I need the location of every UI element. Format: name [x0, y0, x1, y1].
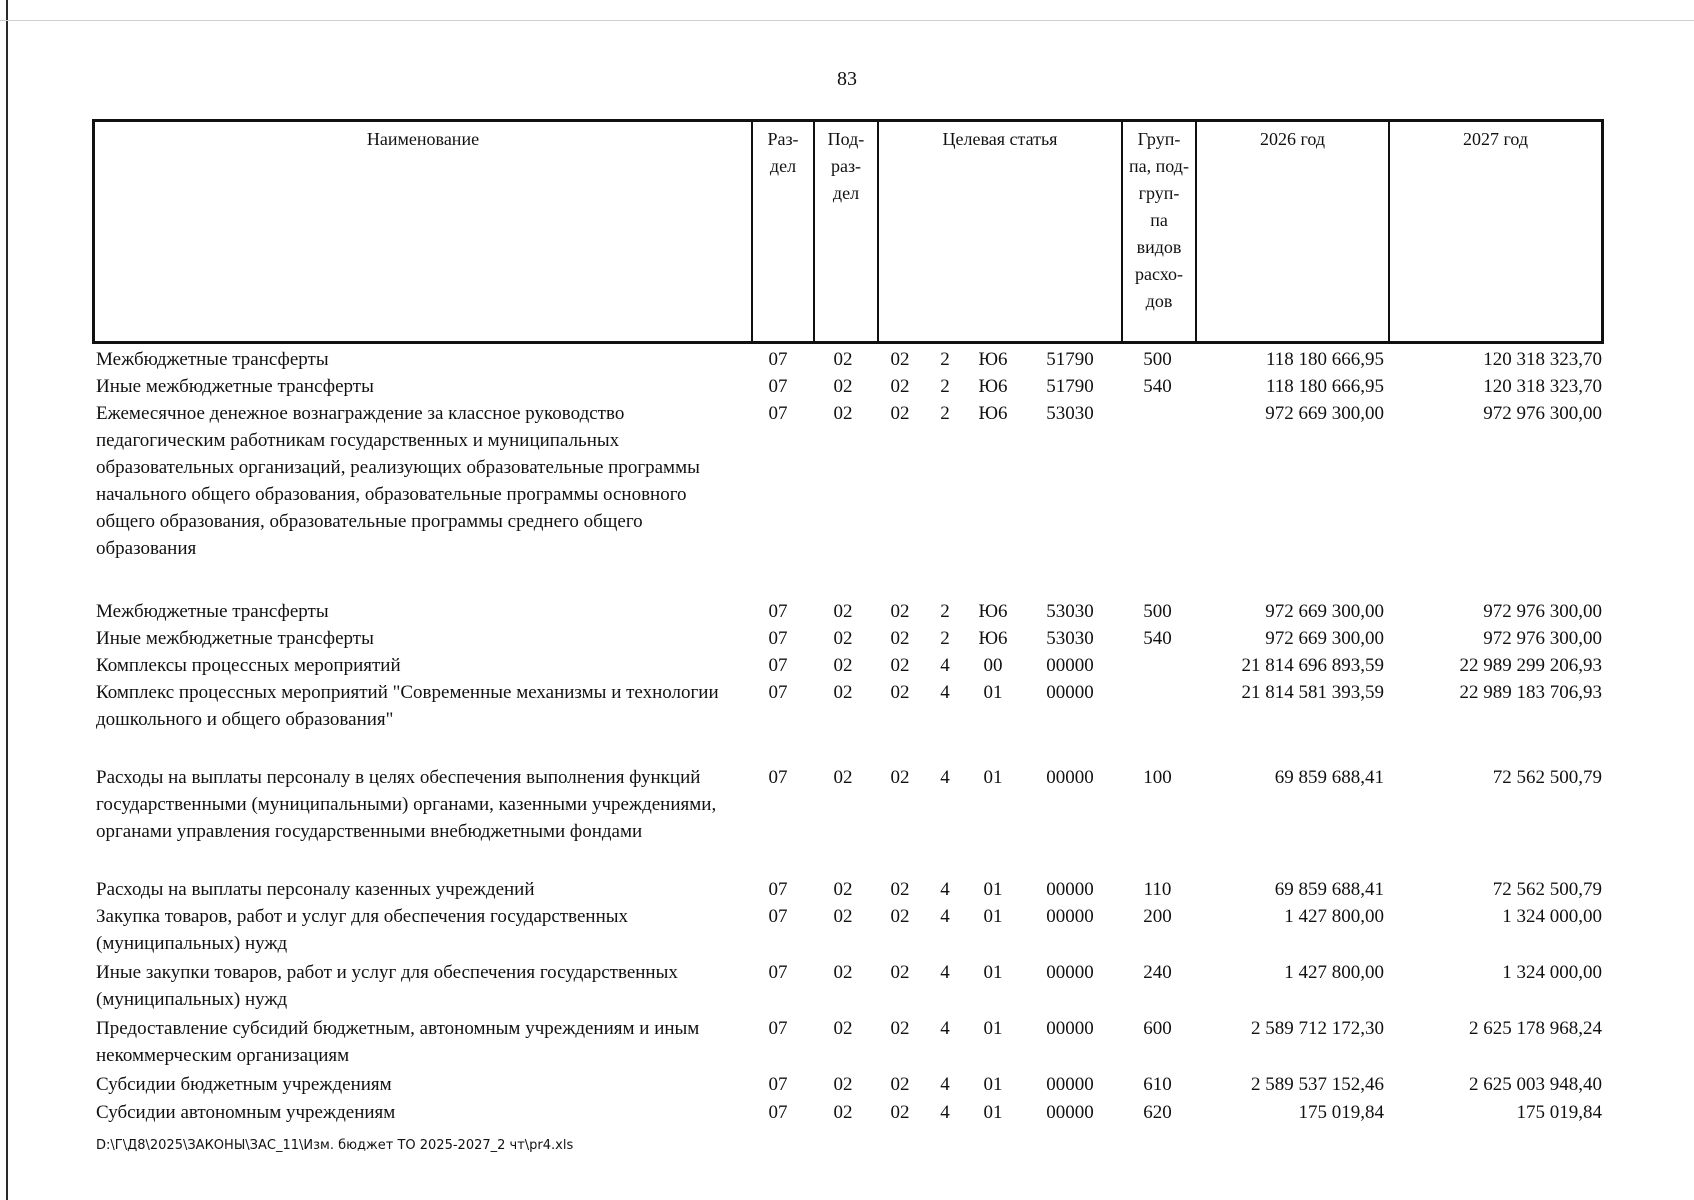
- header-tselevaya-statya: Целевая статья: [877, 122, 1121, 341]
- row-target-3: 00: [983, 655, 1003, 676]
- row-podrazdel: 02: [833, 962, 853, 983]
- row-razdel: 07: [768, 906, 788, 927]
- row-target-1: 02: [890, 1074, 910, 1095]
- row-2027: 22 989 299 206,93: [1459, 655, 1602, 676]
- row-target-3: 01: [983, 1102, 1003, 1123]
- row-target-1: 02: [890, 655, 910, 676]
- row-podrazdel: 02: [833, 628, 853, 649]
- row-razdel: 07: [768, 403, 788, 424]
- row-target-2: 4: [940, 879, 950, 900]
- row-target-3: Ю6: [978, 628, 1008, 649]
- row-2027: 972 976 300,00: [1483, 628, 1602, 649]
- row-2026: 21 814 581 393,59: [1241, 682, 1384, 703]
- row-name: Субсидии бюджетным учреждениям: [96, 1074, 392, 1095]
- row-target-1: 02: [890, 1102, 910, 1123]
- row-target-2: 4: [940, 1074, 950, 1095]
- row-2026: 21 814 696 893,59: [1241, 655, 1384, 676]
- row-target-2: 2: [940, 601, 950, 622]
- row-2026: 118 180 666,95: [1265, 376, 1384, 397]
- row-target-4: 00000: [1046, 1074, 1094, 1095]
- row-name: Комплекс процессных мероприятий "Современные механизмы и технологии дошкольного и общего образования": [96, 682, 719, 730]
- row-target-3: 01: [983, 1074, 1003, 1095]
- row-name: Расходы на выплаты персоналу казенных учреждений: [96, 879, 535, 900]
- row-2027: 120 318 323,70: [1483, 376, 1602, 397]
- row-gruppa: 100: [1143, 767, 1172, 788]
- row-target-1: 02: [890, 906, 910, 927]
- row-name: Закупка товаров, работ и услуг для обеспечения государственных (муниципальных) нужд: [96, 906, 629, 954]
- row-2026: 972 669 300,00: [1265, 403, 1384, 424]
- row-target-4: 00000: [1046, 767, 1094, 788]
- row-target-3: 01: [983, 906, 1003, 927]
- row-2026: 1 427 800,00: [1284, 906, 1384, 927]
- row-2027: 2 625 003 948,40: [1469, 1074, 1602, 1095]
- row-gruppa: 500: [1143, 601, 1172, 622]
- table-header: [92, 119, 1604, 344]
- row-target-1: 02: [890, 601, 910, 622]
- row-target-2: 2: [940, 403, 950, 424]
- header-razdel: Раз- дел: [751, 122, 813, 341]
- row-gruppa: 540: [1143, 628, 1172, 649]
- row-target-4: 00000: [1046, 655, 1094, 676]
- row-razdel: 07: [768, 628, 788, 649]
- row-razdel: 07: [768, 1074, 788, 1095]
- row-podrazdel: 02: [833, 767, 853, 788]
- row-target-2: 4: [940, 1102, 950, 1123]
- row-gruppa: 620: [1143, 1102, 1172, 1123]
- row-2026: 972 669 300,00: [1265, 601, 1384, 622]
- row-2026: 175 019,84: [1298, 1102, 1384, 1123]
- row-2027: 72 562 500,79: [1492, 767, 1602, 788]
- header-year-2026: 2026 год: [1195, 122, 1388, 341]
- row-target-2: 4: [940, 906, 950, 927]
- row-razdel: 07: [768, 601, 788, 622]
- row-name: Иные межбюджетные трансферты: [96, 376, 374, 397]
- row-2027: 2 625 178 968,24: [1469, 1018, 1602, 1039]
- row-podrazdel: 02: [833, 1102, 853, 1123]
- row-target-1: 02: [890, 349, 910, 370]
- row-target-3: Ю6: [978, 376, 1008, 397]
- row-target-4: 51790: [1046, 349, 1094, 370]
- row-2027: 22 989 183 706,93: [1459, 682, 1602, 703]
- row-razdel: 07: [768, 349, 788, 370]
- row-target-2: 2: [940, 628, 950, 649]
- row-name: Межбюджетные трансферты: [96, 349, 329, 370]
- row-2026: 69 859 688,41: [1274, 879, 1384, 900]
- header-podrazdel: Под- раз- дел: [813, 122, 877, 341]
- row-target-3: 01: [983, 962, 1003, 983]
- row-2027: 175 019,84: [1516, 1102, 1602, 1123]
- row-podrazdel: 02: [833, 1074, 853, 1095]
- header-gruppa: Груп- па, под- груп- па видов расхо- дов: [1121, 122, 1195, 341]
- row-razdel: 07: [768, 767, 788, 788]
- row-name: Расходы на выплаты персоналу в целях обеспечения выполнения функций государственными (муниципальными) органами, казенными учреждениями, органами управления государственными внебюджетными фондами: [96, 767, 717, 842]
- row-2026: 2 589 537 152,46: [1251, 1074, 1384, 1095]
- row-target-1: 02: [890, 1018, 910, 1039]
- row-2027: 1 324 000,00: [1502, 962, 1602, 983]
- row-gruppa: 240: [1143, 962, 1172, 983]
- row-target-1: 02: [890, 879, 910, 900]
- row-name: Предоставление субсидий бюджетным, автономным учреждениям и иным некоммерческим организациям: [96, 1018, 700, 1066]
- row-podrazdel: 02: [833, 906, 853, 927]
- row-target-1: 02: [890, 767, 910, 788]
- row-2027: 120 318 323,70: [1483, 349, 1602, 370]
- row-target-4: 53030: [1046, 601, 1094, 622]
- row-name: Иные закупки товаров, работ и услуг для обеспечения государственных (муниципальных) нужд: [96, 962, 678, 1010]
- row-name: Межбюджетные трансферты: [96, 601, 329, 622]
- row-2026: 118 180 666,95: [1265, 349, 1384, 370]
- row-target-1: 02: [890, 628, 910, 649]
- row-target-1: 02: [890, 403, 910, 424]
- row-target-3: Ю6: [978, 349, 1008, 370]
- row-podrazdel: 02: [833, 601, 853, 622]
- footer-file-path: D:\Г\Д8\2025\ЗАКОНЫ\ЗАС_11\Изм. бюджет ТО 2025-2027_2 чт\pr4.xls: [96, 1138, 574, 1153]
- row-razdel: 07: [768, 376, 788, 397]
- row-target-2: 4: [940, 962, 950, 983]
- row-podrazdel: 02: [833, 349, 853, 370]
- row-target-3: 01: [983, 879, 1003, 900]
- row-name: Ежемесячное денежное вознаграждение за классное руководство педагогическим работникам государственных и муниципальных образовательных организаций, реализующих образовательные программы начального общего образования, образовательные программы основного общего образования, образовательные программы среднего общего образования: [96, 403, 700, 559]
- row-2027: 1 324 000,00: [1502, 906, 1602, 927]
- row-target-3: 01: [983, 682, 1003, 703]
- row-podrazdel: 02: [833, 1018, 853, 1039]
- scan-edge-top: [0, 20, 1694, 21]
- page-number: 83: [837, 68, 857, 90]
- row-target-4: 00000: [1046, 906, 1094, 927]
- row-target-2: 4: [940, 682, 950, 703]
- scan-edge: [6, 0, 8, 1200]
- row-gruppa: 110: [1143, 879, 1172, 900]
- row-target-3: 01: [983, 1018, 1003, 1039]
- row-target-2: 2: [940, 349, 950, 370]
- row-2026: 972 669 300,00: [1265, 628, 1384, 649]
- header-year-2027: 2027 год: [1388, 122, 1601, 341]
- row-podrazdel: 02: [833, 376, 853, 397]
- row-gruppa: 610: [1143, 1074, 1172, 1095]
- row-2026: 2 589 712 172,30: [1251, 1018, 1384, 1039]
- row-razdel: 07: [768, 1018, 788, 1039]
- row-target-2: 4: [940, 767, 950, 788]
- row-target-4: 00000: [1046, 879, 1094, 900]
- row-podrazdel: 02: [833, 682, 853, 703]
- row-gruppa: 540: [1143, 376, 1172, 397]
- row-target-4: 53030: [1046, 628, 1094, 649]
- row-target-1: 02: [890, 682, 910, 703]
- row-razdel: 07: [768, 1102, 788, 1123]
- row-target-4: 00000: [1046, 1018, 1094, 1039]
- row-2027: 972 976 300,00: [1483, 403, 1602, 424]
- row-target-4: 00000: [1046, 1102, 1094, 1123]
- row-target-2: 4: [940, 655, 950, 676]
- row-2026: 69 859 688,41: [1274, 767, 1384, 788]
- row-target-3: Ю6: [978, 601, 1008, 622]
- row-target-4: 00000: [1046, 682, 1094, 703]
- row-name: Комплексы процессных мероприятий: [96, 655, 401, 676]
- row-target-3: Ю6: [978, 403, 1008, 424]
- row-target-1: 02: [890, 376, 910, 397]
- row-2027: 972 976 300,00: [1483, 601, 1602, 622]
- row-target-4: 51790: [1046, 376, 1094, 397]
- row-razdel: 07: [768, 682, 788, 703]
- row-razdel: 07: [768, 655, 788, 676]
- row-name: Субсидии автономным учреждениям: [96, 1102, 396, 1123]
- row-target-4: 00000: [1046, 962, 1094, 983]
- row-gruppa: 200: [1143, 906, 1172, 927]
- row-target-2: 4: [940, 1018, 950, 1039]
- row-podrazdel: 02: [833, 655, 853, 676]
- row-target-4: 53030: [1046, 403, 1094, 424]
- row-podrazdel: 02: [833, 879, 853, 900]
- row-target-3: 01: [983, 767, 1003, 788]
- row-gruppa: 600: [1143, 1018, 1172, 1039]
- row-gruppa: 500: [1143, 349, 1172, 370]
- row-razdel: 07: [768, 962, 788, 983]
- row-target-2: 2: [940, 376, 950, 397]
- row-target-1: 02: [890, 962, 910, 983]
- header-name: Наименование: [366, 129, 480, 149]
- row-razdel: 07: [768, 879, 788, 900]
- row-podrazdel: 02: [833, 403, 853, 424]
- row-name: Иные межбюджетные трансферты: [96, 628, 374, 649]
- row-2026: 1 427 800,00: [1284, 962, 1384, 983]
- row-2027: 72 562 500,79: [1492, 879, 1602, 900]
